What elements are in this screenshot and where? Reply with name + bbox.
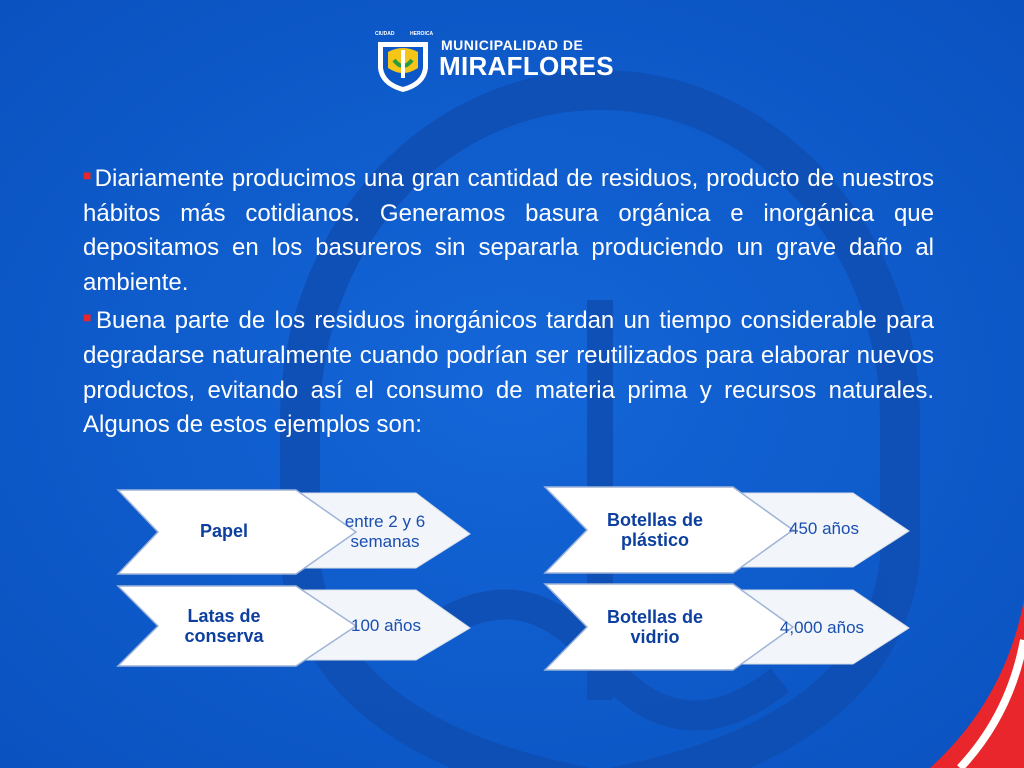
paragraph: ■Buena parte de los residuos inorgánicos tardan un tiempo considerable para degradarse naturalmente cuando podrían ser reutilizados para elaborar nuevos productos, evitando así el consumo de materia prima y recursos naturales. Algunos de estos ejemplos son: xyxy=(83,307,934,439)
time-papel: entre 2 y 6 semanas xyxy=(344,512,426,551)
shield-icon xyxy=(374,38,432,94)
material-papel: Papel xyxy=(199,521,249,541)
material-latas: Latas de conserva xyxy=(184,606,264,646)
intro-text xyxy=(83,158,934,443)
paragraph: ■Diariamente producimos una gran cantidad de residuos, producto de nuestros hábitos más cotidianos. Generamos basura orgánica e inorgánica que depositamos en los basureros sin separarla produciendo un grave daño al ambiente. xyxy=(83,165,934,296)
square-bullet-icon: ■ xyxy=(83,309,95,326)
material-vidrio: Botellas de vidrio xyxy=(606,607,704,647)
logo-badge-right: HEROICA xyxy=(410,31,434,37)
logo-badge-left: CIUDAD xyxy=(375,31,395,37)
time-plastico: 450 años xyxy=(789,519,859,538)
time-vidrio: 4,000 años xyxy=(779,618,865,637)
time-latas: 100 años xyxy=(351,616,421,635)
logo-name-line2: MIRAFLORES xyxy=(439,51,614,81)
square-bullet-icon: ■ xyxy=(83,167,93,183)
logo-name-line1: MUNICIPALIDAD DE xyxy=(441,37,584,53)
material-plastico: Botellas de plástico xyxy=(606,510,704,550)
